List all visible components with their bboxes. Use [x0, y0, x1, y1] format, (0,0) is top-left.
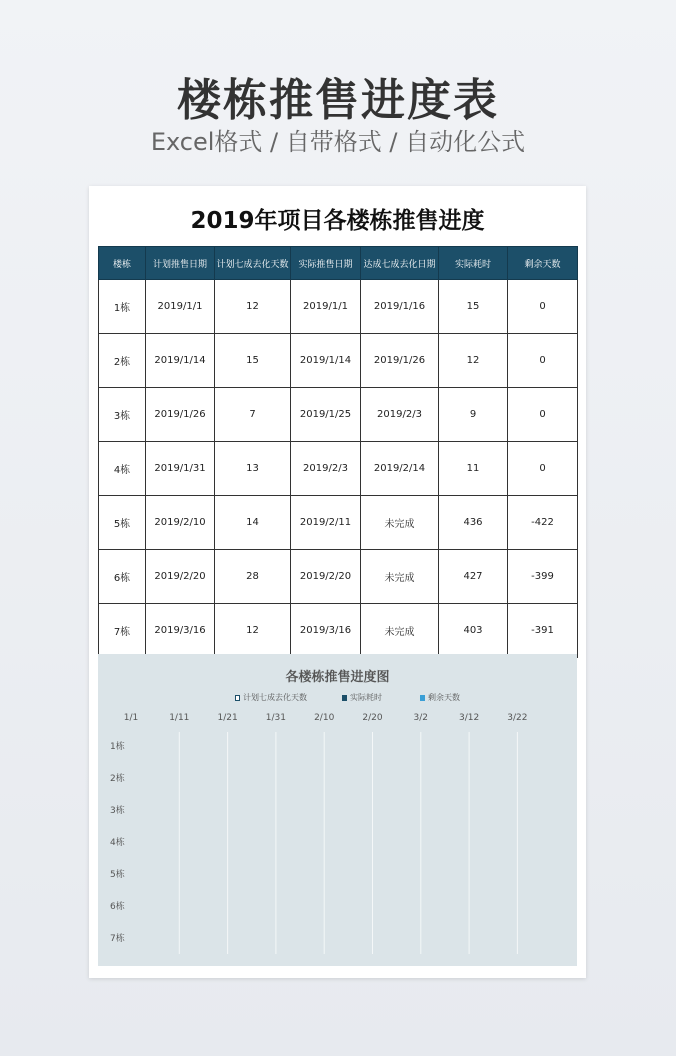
table-cell: 2019/2/20 [146, 550, 215, 604]
table-cell: 28 [215, 550, 291, 604]
x-tick-label: 1/21 [217, 713, 238, 723]
table-cell: 15 [439, 280, 508, 334]
table-cell: 427 [439, 550, 508, 604]
legend-label: 剩余天数 [428, 693, 460, 702]
table-cell: 2019/1/25 [291, 388, 361, 442]
x-tick-label: 2/20 [362, 713, 383, 723]
page-subtitle: Excel格式 / 自带格式 / 自动化公式 [150, 128, 526, 156]
table-row [99, 388, 578, 442]
table-cell: 15 [215, 334, 291, 388]
table-cell: 2019/1/1 [291, 280, 361, 334]
table-row [99, 334, 578, 388]
table-cell: 3栋 [99, 388, 146, 442]
table-cell: 2019/2/10 [146, 496, 215, 550]
chart-title: 各楼栋推售进度图 [285, 670, 390, 685]
table-cell: 2019/2/3 [291, 442, 361, 496]
legend-label: 实际耗时 [350, 693, 382, 702]
x-tick-label: 1/31 [265, 713, 287, 723]
table-cell: 0 [508, 334, 578, 388]
table-cell: 4栋 [99, 442, 146, 496]
column-header: 计划七成去化天数 [215, 247, 291, 280]
table-cell: 0 [508, 388, 578, 442]
table-cell: 2栋 [99, 334, 146, 388]
chart-plot-area [98, 654, 577, 966]
page-title: 楼栋推售进度表 [177, 75, 499, 126]
y-tick-label: 5栋 [110, 870, 125, 880]
table-cell: 0 [508, 442, 578, 496]
table-cell: 2019/2/3 [361, 388, 439, 442]
x-tick-label: 1/11 [169, 713, 190, 723]
column-header: 楼栋 [99, 247, 146, 280]
sheet-title: 2019年项目各楼栋推售进度 [190, 208, 485, 234]
table-cell: 2019/1/26 [361, 334, 439, 388]
table-cell: 7栋 [99, 604, 146, 658]
table-cell: 2019/1/14 [146, 334, 215, 388]
table-cell: 9 [439, 388, 508, 442]
table-cell: 未完成 [361, 496, 439, 550]
table-cell: -391 [508, 604, 578, 658]
y-tick-label: 4栋 [110, 838, 125, 848]
table-cell: 5栋 [99, 496, 146, 550]
table-cell: 7 [215, 388, 291, 442]
table-cell: 13 [215, 442, 291, 496]
table-cell: 11 [439, 442, 508, 496]
table-row [99, 604, 578, 658]
table-cell: 14 [215, 496, 291, 550]
column-header: 实际推售日期 [291, 247, 361, 280]
table-cell: 2019/2/11 [291, 496, 361, 550]
column-header: 剩余天数 [508, 247, 578, 280]
table-cell: 436 [439, 496, 508, 550]
column-header: 实际耗时 [439, 247, 508, 280]
y-tick-label: 1栋 [110, 742, 125, 752]
table-row [99, 550, 578, 604]
table-cell: -422 [508, 496, 578, 550]
table-row [99, 496, 578, 550]
table-cell: 12 [215, 604, 291, 658]
legend-label: 计划七成去化天数 [243, 693, 307, 702]
table-cell: 12 [439, 334, 508, 388]
table-cell: 2019/1/16 [361, 280, 439, 334]
table-cell: 12 [215, 280, 291, 334]
y-tick-label: 6栋 [110, 902, 125, 912]
y-tick-label: 7栋 [110, 934, 125, 944]
column-header: 达成七成去化日期 [361, 247, 439, 280]
table-cell: 0 [508, 280, 578, 334]
x-tick-label: 1/1 [123, 713, 139, 723]
progress-table [98, 246, 578, 658]
table-cell: -399 [508, 550, 578, 604]
x-tick-label: 3/2 [413, 713, 429, 723]
table-cell: 2019/1/14 [291, 334, 361, 388]
table-header-row [99, 247, 578, 280]
table-row [99, 442, 578, 496]
table-cell: 未完成 [361, 550, 439, 604]
table-cell: 403 [439, 604, 508, 658]
y-tick-label: 3栋 [110, 806, 125, 816]
table-cell: 2019/1/26 [146, 388, 215, 442]
column-header: 计划推售日期 [146, 247, 215, 280]
spreadsheet-preview [89, 186, 586, 978]
progress-chart [98, 654, 577, 966]
table-row [99, 280, 578, 334]
table-cell: 1栋 [99, 280, 146, 334]
x-tick-label: 3/22 [507, 713, 528, 723]
table-cell: 2019/1/1 [146, 280, 215, 334]
x-tick-label: 3/12 [458, 713, 480, 723]
table-cell: 2019/3/16 [146, 604, 215, 658]
y-tick-label: 2栋 [110, 774, 125, 784]
table-cell: 2019/1/31 [146, 442, 215, 496]
table-cell: 2019/2/14 [361, 442, 439, 496]
table-cell: 2019/2/20 [291, 550, 361, 604]
table-cell: 2019/3/16 [291, 604, 361, 658]
table-cell: 6栋 [99, 550, 146, 604]
table-cell: 未完成 [361, 604, 439, 658]
x-tick-label: 2/10 [314, 713, 335, 723]
